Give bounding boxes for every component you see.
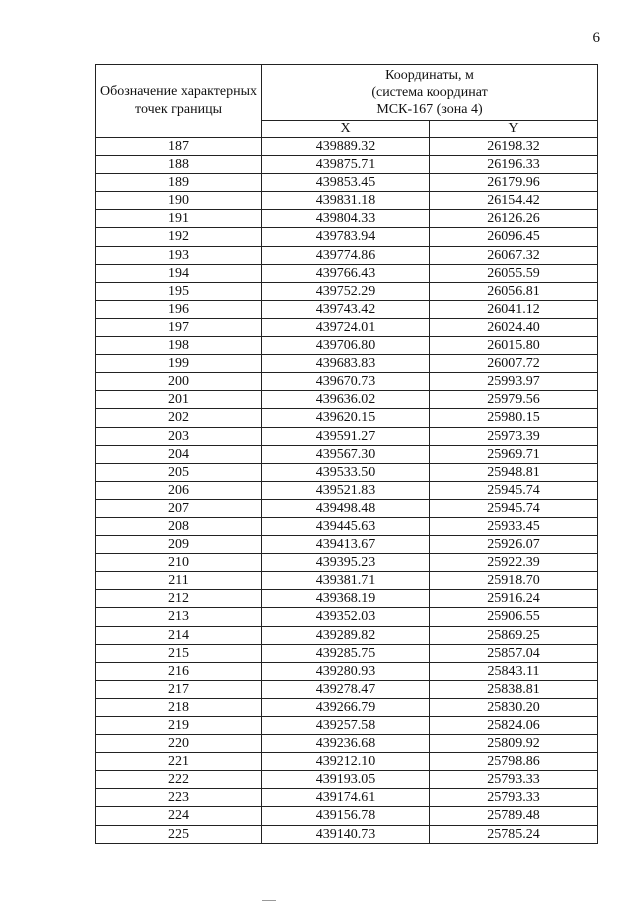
cell-x: 439804.33 [262, 210, 430, 228]
cell-x: 439521.83 [262, 481, 430, 499]
cell-x: 439875.71 [262, 156, 430, 174]
cell-x: 439280.93 [262, 662, 430, 680]
cell-point-number: 207 [96, 499, 262, 517]
cell-x: 439285.75 [262, 644, 430, 662]
cell-x: 439783.94 [262, 228, 430, 246]
cell-point-number: 199 [96, 355, 262, 373]
cell-y: 25926.07 [430, 536, 598, 554]
cell-point-number: 215 [96, 644, 262, 662]
table-row [96, 644, 598, 662]
cell-y: 25948.81 [430, 463, 598, 481]
cell-x: 439140.73 [262, 825, 430, 843]
cell-y: 25945.74 [430, 481, 598, 499]
cell-x: 439670.73 [262, 373, 430, 391]
footer-mark [262, 900, 276, 901]
cell-y: 26198.32 [430, 138, 598, 156]
coordinates-table [95, 64, 598, 844]
cell-point-number: 190 [96, 192, 262, 210]
cell-point-number: 208 [96, 517, 262, 535]
cell-x: 439743.42 [262, 300, 430, 318]
cell-y: 26126.26 [430, 210, 598, 228]
cell-x: 439395.23 [262, 554, 430, 572]
cell-y: 25785.24 [430, 825, 598, 843]
cell-point-number: 200 [96, 373, 262, 391]
cell-point-number: 197 [96, 318, 262, 336]
table-row [96, 463, 598, 481]
header-coords-line2: (система координат [371, 85, 488, 100]
table-row [96, 554, 598, 572]
cell-point-number: 216 [96, 662, 262, 680]
table-header [96, 65, 598, 138]
page-number: 6 [592, 30, 600, 46]
table-row [96, 156, 598, 174]
cell-y: 25969.71 [430, 445, 598, 463]
header-y: Y [430, 121, 598, 138]
cell-y: 25838.81 [430, 680, 598, 698]
table-row [96, 608, 598, 626]
table-row [96, 373, 598, 391]
cell-y: 25993.97 [430, 373, 598, 391]
table-row [96, 572, 598, 590]
cell-x: 439381.71 [262, 572, 430, 590]
cell-y: 26055.59 [430, 264, 598, 282]
cell-y: 25798.86 [430, 753, 598, 771]
cell-y: 26015.80 [430, 337, 598, 355]
cell-point-number: 219 [96, 717, 262, 735]
cell-point-number: 214 [96, 626, 262, 644]
cell-point-number: 205 [96, 463, 262, 481]
cell-point-number: 204 [96, 445, 262, 463]
cell-point-number: 211 [96, 572, 262, 590]
cell-x: 439156.78 [262, 807, 430, 825]
cell-x: 439620.15 [262, 409, 430, 427]
table-row [96, 355, 598, 373]
cell-x: 439289.82 [262, 626, 430, 644]
cell-y: 25857.04 [430, 644, 598, 662]
cell-point-number: 223 [96, 789, 262, 807]
cell-y: 26154.42 [430, 192, 598, 210]
cell-point-number: 192 [96, 228, 262, 246]
cell-x: 439174.61 [262, 789, 430, 807]
table-row [96, 391, 598, 409]
cell-point-number: 210 [96, 554, 262, 572]
table-row [96, 680, 598, 698]
cell-y: 25979.56 [430, 391, 598, 409]
table-row [96, 409, 598, 427]
cell-x: 439533.50 [262, 463, 430, 481]
cell-x: 439724.01 [262, 318, 430, 336]
cell-y: 26024.40 [430, 318, 598, 336]
cell-x: 439266.79 [262, 698, 430, 716]
cell-x: 439636.02 [262, 391, 430, 409]
cell-x: 439368.19 [262, 590, 430, 608]
cell-point-number: 196 [96, 300, 262, 318]
cell-y: 25789.48 [430, 807, 598, 825]
table-row [96, 499, 598, 517]
cell-y: 25824.06 [430, 717, 598, 735]
cell-y: 25916.24 [430, 590, 598, 608]
cell-point-number: 212 [96, 590, 262, 608]
cell-point-number: 195 [96, 282, 262, 300]
cell-x: 439193.05 [262, 771, 430, 789]
cell-x: 439278.47 [262, 680, 430, 698]
cell-point-number: 189 [96, 174, 262, 192]
table-row [96, 174, 598, 192]
cell-x: 439413.67 [262, 536, 430, 554]
table-row [96, 427, 598, 445]
cell-y: 25793.33 [430, 789, 598, 807]
table-row [96, 590, 598, 608]
table-row [96, 337, 598, 355]
table-row [96, 807, 598, 825]
table-row [96, 445, 598, 463]
cell-y: 26196.33 [430, 156, 598, 174]
cell-x: 439853.45 [262, 174, 430, 192]
cell-y: 25809.92 [430, 735, 598, 753]
table-row [96, 771, 598, 789]
cell-y: 26041.12 [430, 300, 598, 318]
header-coordinates [262, 65, 598, 121]
table-row [96, 698, 598, 716]
table-row [96, 517, 598, 535]
cell-y: 25830.20 [430, 698, 598, 716]
table-row [96, 282, 598, 300]
cell-point-number: 203 [96, 427, 262, 445]
cell-x: 439591.27 [262, 427, 430, 445]
cell-point-number: 221 [96, 753, 262, 771]
table-row [96, 626, 598, 644]
table-row [96, 825, 598, 843]
table-row [96, 246, 598, 264]
cell-y: 26007.72 [430, 355, 598, 373]
cell-y: 25869.25 [430, 626, 598, 644]
cell-x: 439706.80 [262, 337, 430, 355]
cell-point-number: 201 [96, 391, 262, 409]
cell-x: 439752.29 [262, 282, 430, 300]
table-row [96, 264, 598, 282]
table-body [96, 138, 598, 844]
table-row [96, 662, 598, 680]
header-point-designation: Обозначение характерных точек границы [96, 65, 262, 138]
cell-point-number: 225 [96, 825, 262, 843]
cell-y: 25933.45 [430, 517, 598, 535]
table-row [96, 300, 598, 318]
cell-point-number: 213 [96, 608, 262, 626]
cell-point-number: 187 [96, 138, 262, 156]
table-row [96, 789, 598, 807]
table-row [96, 753, 598, 771]
cell-x: 439352.03 [262, 608, 430, 626]
cell-point-number: 220 [96, 735, 262, 753]
table-row [96, 481, 598, 499]
cell-y: 25843.11 [430, 662, 598, 680]
cell-point-number: 209 [96, 536, 262, 554]
cell-y: 26067.32 [430, 246, 598, 264]
cell-point-number: 202 [96, 409, 262, 427]
cell-point-number: 194 [96, 264, 262, 282]
cell-y: 25945.74 [430, 499, 598, 517]
cell-y: 26096.45 [430, 228, 598, 246]
cell-x: 439498.48 [262, 499, 430, 517]
cell-x: 439766.43 [262, 264, 430, 282]
cell-point-number: 191 [96, 210, 262, 228]
header-coords-line3: МСК-167 (зона 4) [376, 102, 483, 117]
cell-x: 439445.63 [262, 517, 430, 535]
cell-x: 439212.10 [262, 753, 430, 771]
table-row [96, 228, 598, 246]
cell-point-number: 188 [96, 156, 262, 174]
cell-point-number: 206 [96, 481, 262, 499]
table-row [96, 138, 598, 156]
cell-x: 439236.68 [262, 735, 430, 753]
cell-y: 25906.55 [430, 608, 598, 626]
table-row [96, 210, 598, 228]
cell-x: 439257.58 [262, 717, 430, 735]
cell-x: 439567.30 [262, 445, 430, 463]
cell-y: 26179.96 [430, 174, 598, 192]
cell-point-number: 217 [96, 680, 262, 698]
table-row [96, 318, 598, 336]
cell-y: 25980.15 [430, 409, 598, 427]
cell-y: 26056.81 [430, 282, 598, 300]
cell-y: 25918.70 [430, 572, 598, 590]
cell-y: 25793.33 [430, 771, 598, 789]
header-x: X [262, 121, 430, 138]
cell-x: 439774.86 [262, 246, 430, 264]
cell-point-number: 218 [96, 698, 262, 716]
table-row [96, 735, 598, 753]
table-row [96, 192, 598, 210]
cell-point-number: 224 [96, 807, 262, 825]
table-row [96, 536, 598, 554]
header-coords-line1: Координаты, м [385, 68, 474, 83]
cell-y: 25922.39 [430, 554, 598, 572]
table-row [96, 717, 598, 735]
cell-y: 25973.39 [430, 427, 598, 445]
cell-x: 439683.83 [262, 355, 430, 373]
cell-point-number: 222 [96, 771, 262, 789]
cell-point-number: 193 [96, 246, 262, 264]
cell-point-number: 198 [96, 337, 262, 355]
cell-x: 439889.32 [262, 138, 430, 156]
cell-x: 439831.18 [262, 192, 430, 210]
